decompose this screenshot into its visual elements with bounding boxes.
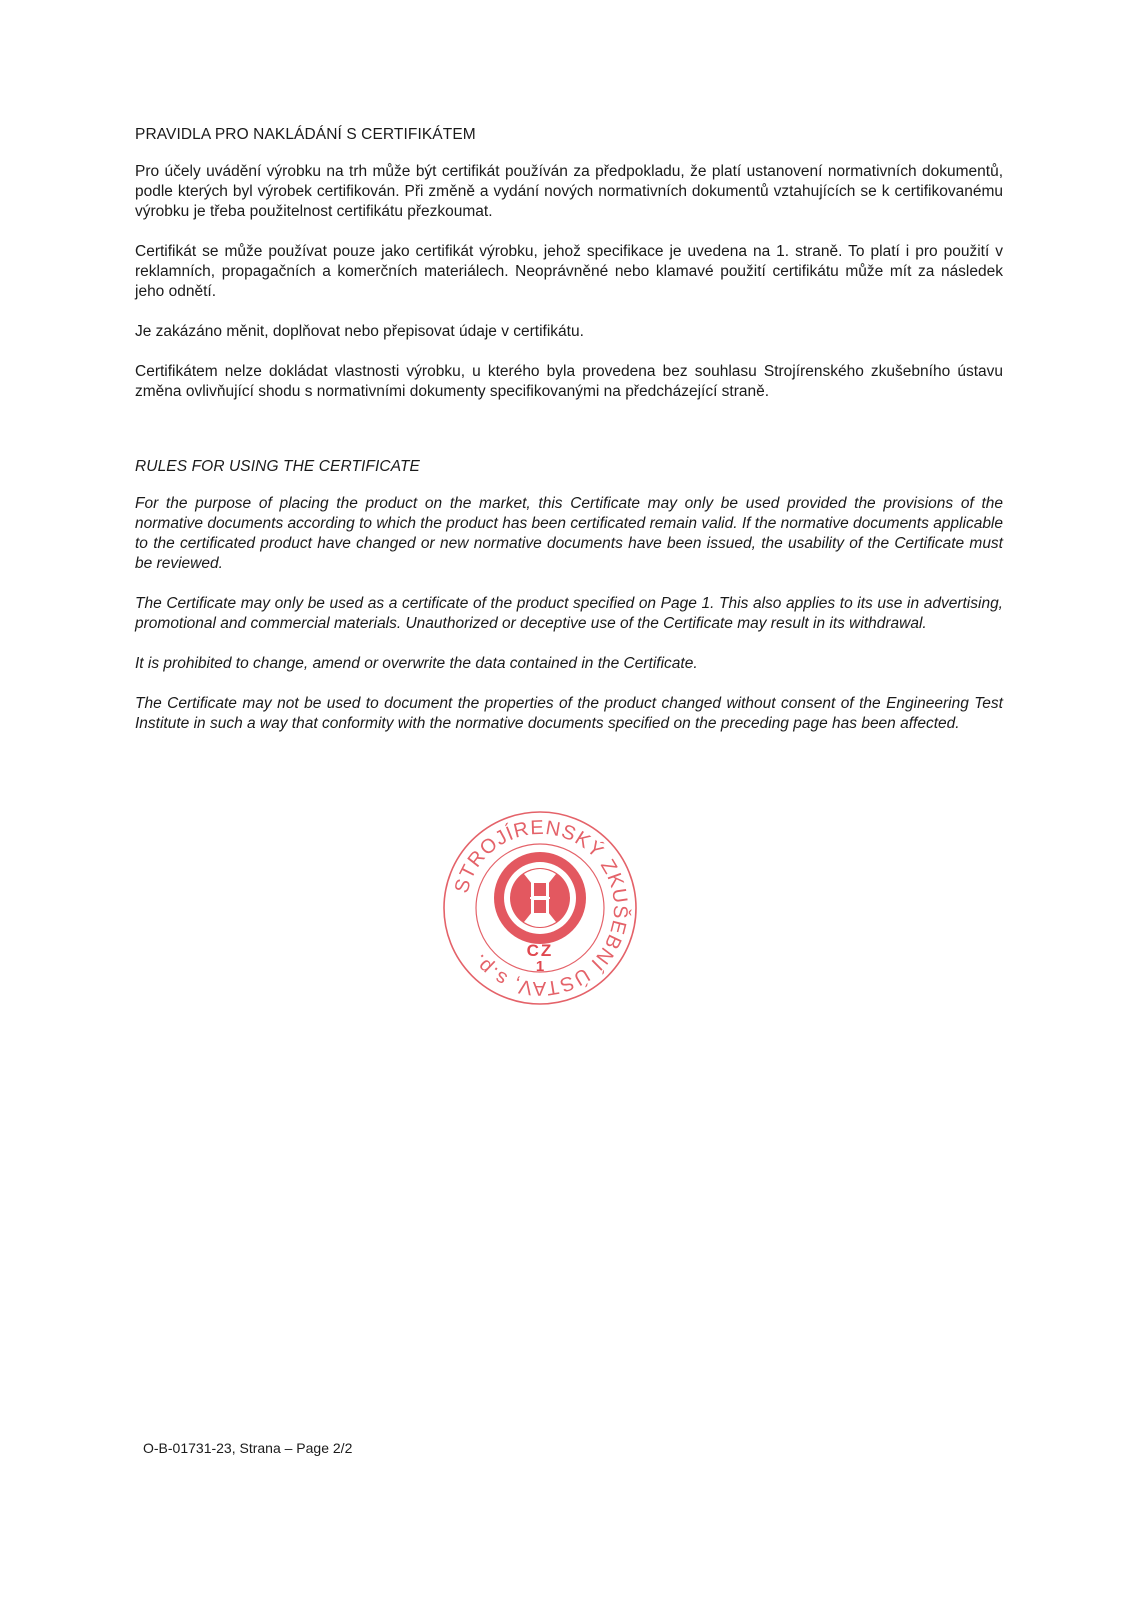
document-content [135,125,1003,754]
english-paragraph-4: The Certificate may not be used to document the properties of the product changed without consent of the Engineering Test Institute in such a way that conformity with the normative documents specified on the preceding page has been affected. [135,695,1003,732]
czech-paragraph-3: Je zakázáno měnit, doplňovat nebo přepisovat údaje v certifikátu. [135,323,584,340]
english-rules-section [135,457,1003,734]
english-paragraph-1: For the purpose of placing the product on the market, this Certificate may only be used provided the provisions of the normative documents according to which the product has been certificated remain valid. If the normative documents applicable to the certificated product have changed or new normative documents have been issued, the usability of the Certificate must be reviewed. [135,495,1003,572]
institute-seal-stamp [440,808,640,1008]
english-paragraph-2: The Certificate may only be used as a certificate of the product specified on Page 1. This also applies to its use in advertising, promotional and commercial materials. Unauthorized or deceptive use of the Certificate may result in its withdrawal. [135,595,1003,632]
english-paragraph-3: It is prohibited to change, amend or overwrite the data contained in the Certificate. [135,655,698,672]
stamp-number: 1 [535,958,545,975]
czech-paragraph-2: Certifikát se může používat pouze jako certifikát výrobku, jehož specifikace je uvedena na 1. straně. To platí i pro použití v reklamních, propagačních a komerčních materiálech. Neoprávněné nebo klamavé použití certifikátu může mít za následek jeho odnětí. [135,243,1003,300]
czech-heading: PRAVIDLA PRO NAKLÁDÁNÍ S CERTIFIKÁTEM [135,126,476,143]
czech-paragraph-1: Pro účely uvádění výrobku na trh může být certifikát používán za předpokladu, že platí ustanovení normativních dokumentů, podle kterých byl výrobek certifikován. Při změně a vydání nových normativních dokumentů vztahujících se k certifikovanému výrobku je třeba použitelnost certifikátu přezkoumat. [135,163,1003,220]
stamp-logo-icon [494,852,586,944]
czech-paragraph-4: Certifikátem nelze dokládat vlastnosti výrobku, u kterého byla provedena bez souhlasu Strojírenského zkušebního ústavu změna ovlivňující shodu s normativními dokumenty specifikovanými na předcházející straně. [135,363,1003,400]
english-heading: RULES FOR USING THE CERTIFICATE [135,458,420,475]
stamp-ring-text: STROJÍRENSKÝ ZKUŠEBNÍ ÚSTAV, s.p. [450,816,632,1000]
page-footer: O-B-01731-23, Strana – Page 2/2 [143,1440,353,1456]
stamp-country-code: CZ [526,941,554,960]
czech-rules-section [135,125,1003,402]
